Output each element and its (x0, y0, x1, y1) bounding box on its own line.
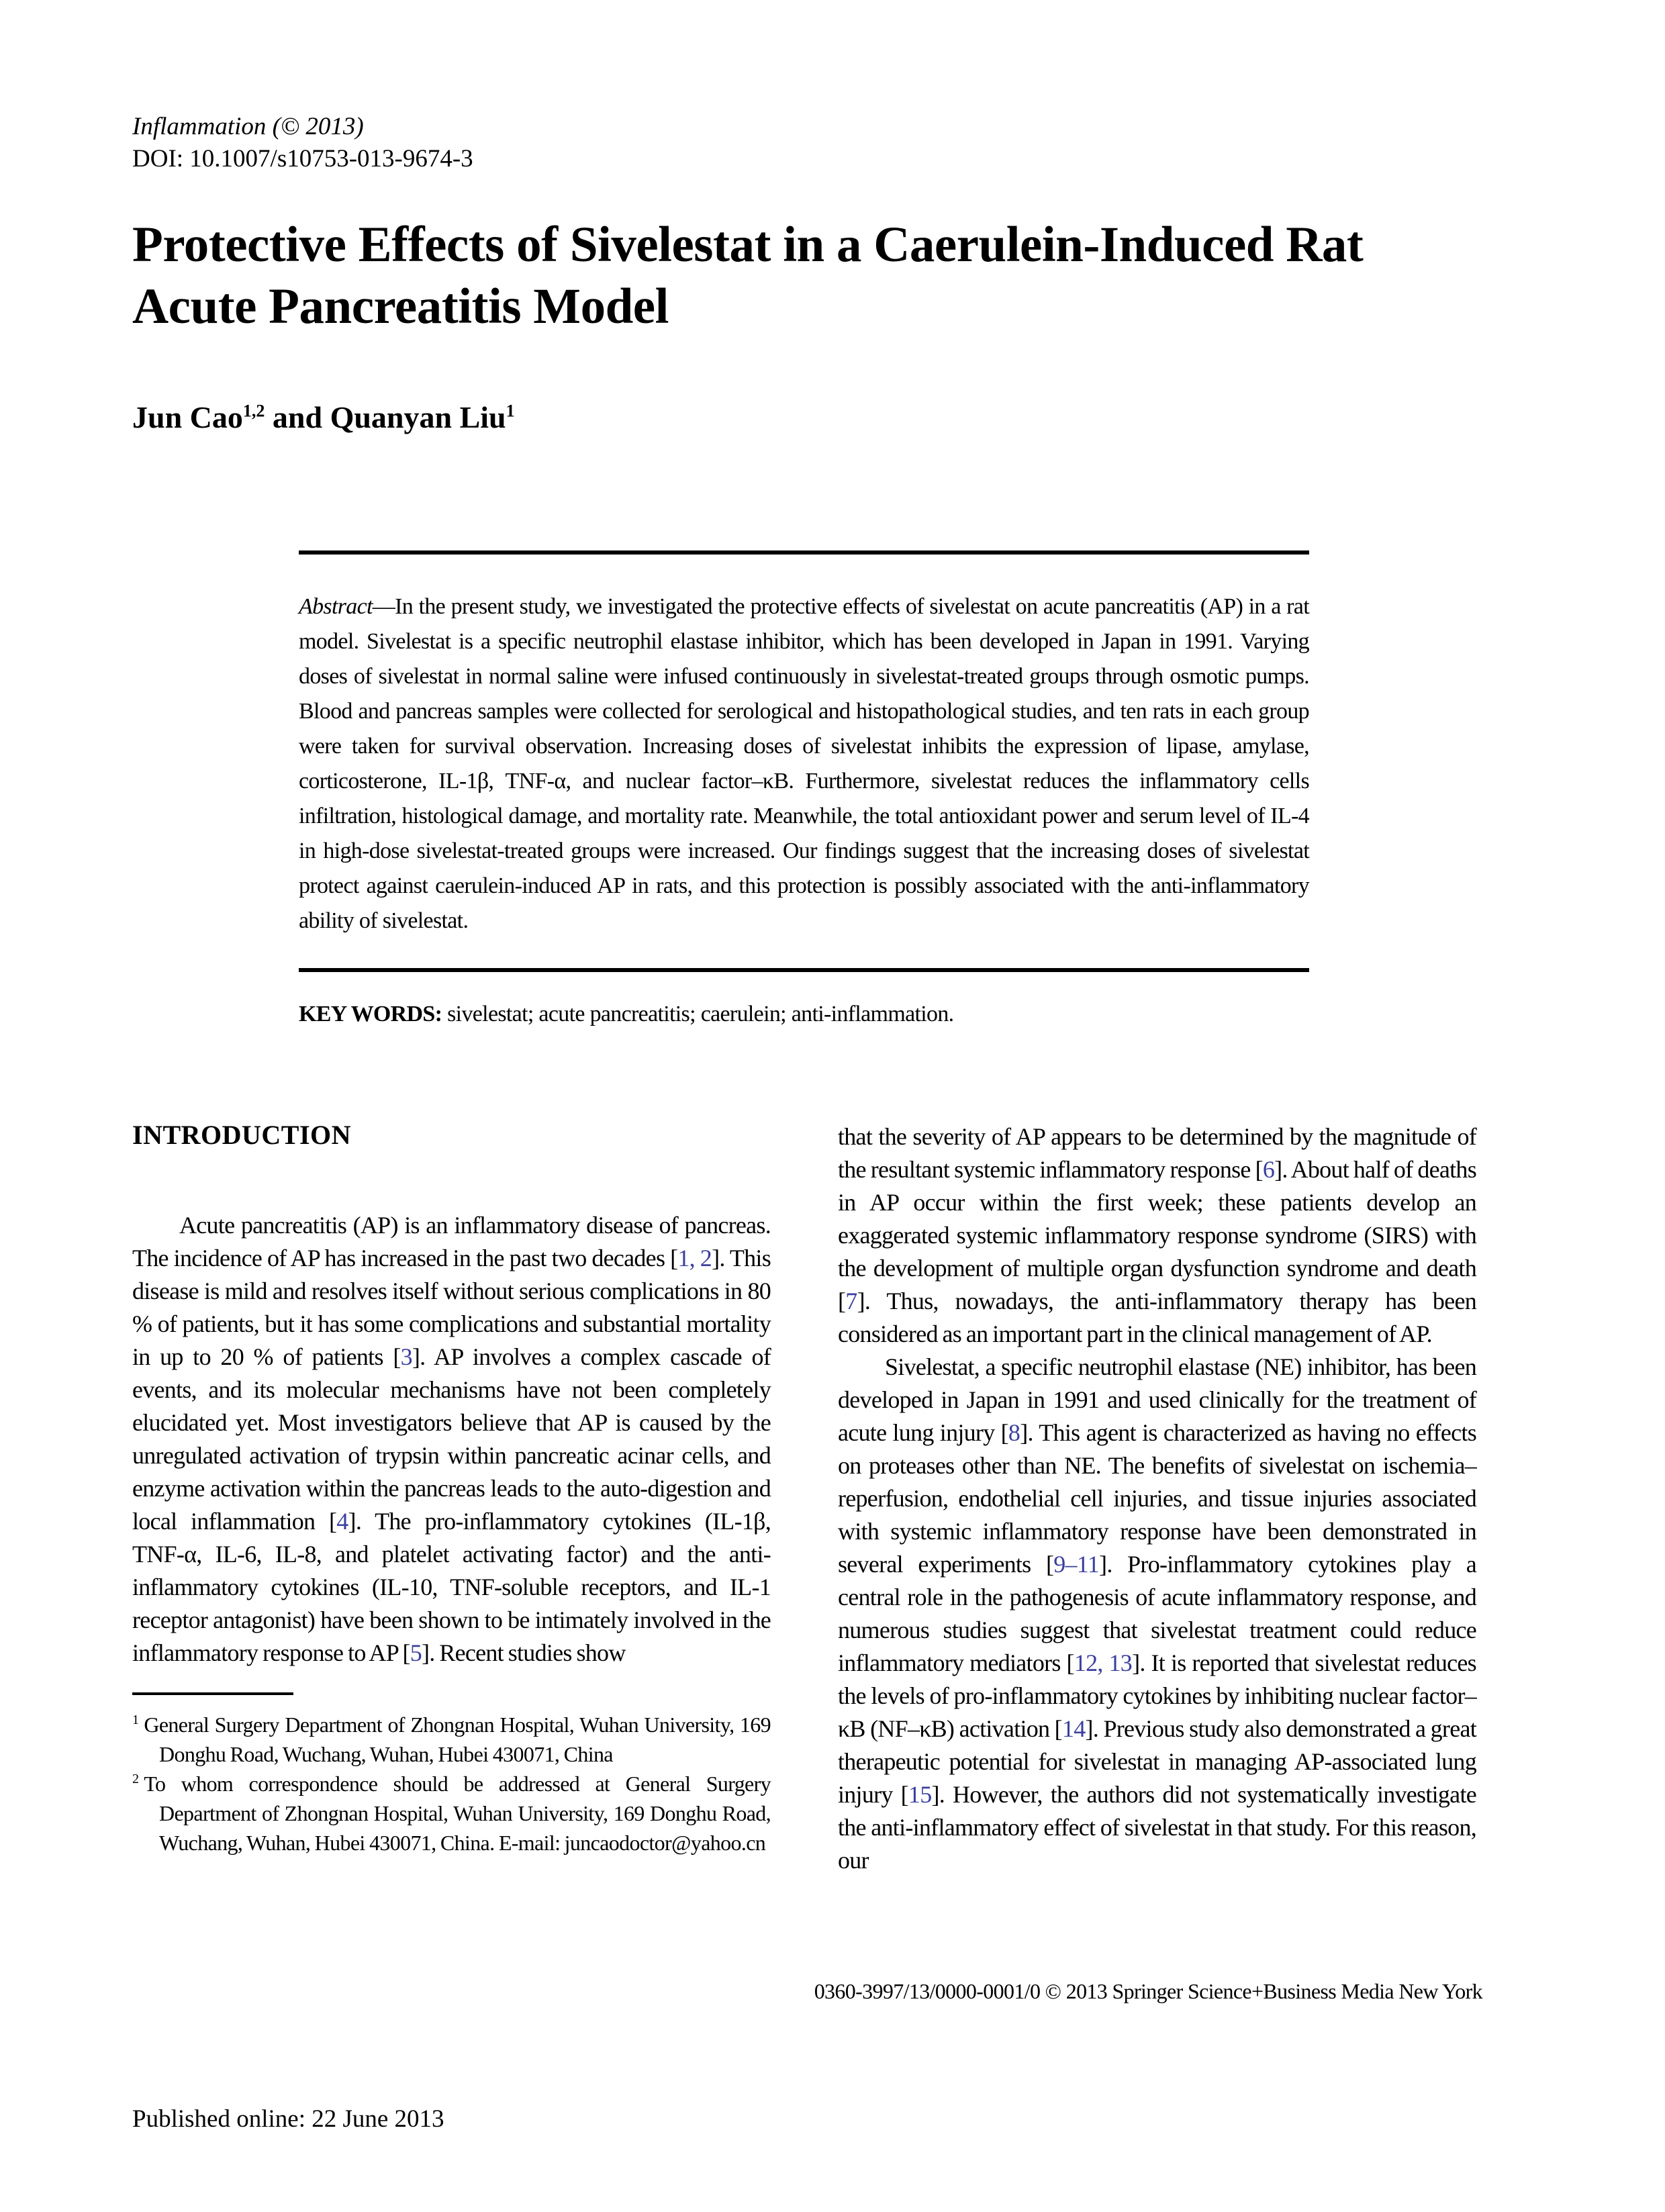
citation-link[interactable]: 8 (1008, 1419, 1020, 1446)
page-content (132, 111, 1477, 1877)
abstract-ruled-box (299, 550, 1309, 972)
citation-link[interactable]: 6 (1262, 1156, 1275, 1183)
citation-link[interactable]: 3 (400, 1343, 412, 1370)
authors-line (132, 399, 1477, 435)
footnote-marker-1: 1 (132, 1713, 139, 1728)
body-paragraph-continuation: that the severity of AP appears to be determined by the magnitude of the resultant systemic inflammatory response [6]. About half of deaths in AP occur within the first week; these patients develop an exaggerated systemic inflammatory response syndrome (SIRS) with the development of multiple organ dysfunction syndrome and death [7]. Thus, nowadays, the anti-inflammatory therapy has been considered as an important part in the clinical management of AP. (838, 1123, 1477, 1347)
abstract-dash: — (372, 594, 395, 619)
citation-link[interactable]: 12, 13 (1074, 1649, 1133, 1676)
introduction-paragraph: Acute pancreatitis (AP) is an inflammatory disease of pancreas. The incidence of AP has increased in the past two decades [1, 2]. This disease is mild and resolves itself without serious complications in 80 % of patients, but it has some complications and substantial mortality in up to 20 % of patients [3]. AP involves a complex cascade of events, and its molecular mechanisms have not been completely elucidated yet. Most investigators believe that AP is caused by the unregulated activation of trypsin within pancreatic acinar cells, and enzyme activation within the pancreas leads to the auto-digestion and local inflammation [4]. The pro-inflammatory cytokines (IL-1β, TNF-α, IL-6, IL-8, and platelet activating factor) and the anti-inflammatory cytokines (IL-10, TNF-soluble receptors, and IL-1 receptor antagonist) have been shown to be intimately involved in the inflammatory response to AP [5]. Recent studies show (132, 1212, 771, 1666)
abstract-section (299, 550, 1309, 1030)
abstract-paragraph (299, 589, 1309, 939)
keywords-line (299, 999, 1309, 1030)
footnote-divider (132, 1692, 293, 1695)
keywords-text: sivelestat; acute pancreatitis; caerulein; anti-inflammation. (447, 1002, 954, 1026)
published-online-date: Published online: 22 June 2013 (132, 2105, 444, 2133)
authors-separator: and (265, 400, 330, 434)
citation-link[interactable]: 4 (336, 1508, 348, 1535)
author-affiliation-superscript-1: 1,2 (242, 401, 265, 421)
issn-copyright-line: 0360-3997/13/0000-0001/0 © 2013 Springer Science+Business Media New York (814, 1979, 1482, 2003)
body-paragraph-sivelestat: Sivelestat, a specific neutrophil elastase (NE) inhibitor, has been developed in Japan in 1991 and used clinically for the treatment of acute lung injury [8]. This agent is characterized as having no effects on proteases other than NE. The benefits of sivelestat on ischemia–reperfusion, endothelial cell injuries, and tissue injuries associated with systemic inflammatory response have been demonstrated in several experiments [9–11]. Pro-inflammatory cytokines play a central role in the pathogenesis of acute inflammatory response, and numerous studies suggest that sivelestat treatment could reduce inflammatory mediators [12, 13]. It is reported that sivelestat reduces the levels of pro-inflammatory cytokines by inhibiting nuclear factor–κB (NF–κB) activation [14]. Previous study also demonstrated a great therapeutic potential for sivelestat in managing AP-associated lung injury [15]. However, the authors did not systematically investigate the anti-inflammatory effect of sivelestat in that study. For this reason, our (838, 1353, 1476, 1874)
author-affiliation-superscript-2: 1 (506, 401, 515, 421)
author-name-1: Jun Cao (132, 400, 243, 434)
citation-link[interactable]: 5 (410, 1639, 422, 1666)
footnote-text-2: To whom correspondence should be addressed at General Surgery Department of Zhongnan Hospital, Wuhan University, 169 Donghu Road, Wuchang, Wuhan, Hubei 430071, China. E-mail: juncaodoctor@yahoo.cn (144, 1772, 771, 1855)
footnote-text-1: General Surgery Department of Zhongnan Hospital, Wuhan University, 169 Donghu Road, Wuchang, Wuhan, Hubei 430071, China (144, 1713, 771, 1766)
citation-link[interactable]: 1, 2 (677, 1245, 712, 1271)
footnote-marker-2: 2 (132, 1772, 139, 1787)
footnote-correspondence (132, 1769, 771, 1858)
right-column (838, 1120, 1476, 1877)
journal-name: Inflammation (© 2013) (132, 113, 364, 140)
citation-link[interactable]: 15 (908, 1781, 932, 1808)
left-column (132, 1120, 771, 1877)
footnote-affiliation (132, 1710, 771, 1769)
abstract-text: In the present study, we investigated the protective effects of sivelestat on acute pancreatitis (AP) in a rat model. Sivelestat is a specific neutrophil elastase inhibitor, which has been developed in Japan in 1991. Varying doses of sivelestat in normal saline were infused continuously in sivelestat-treated groups through osmotic pumps. Blood and pancreas samples were collected for serological and histopathological studies, and ten rats in each group were taken for survival observation. Increasing doses of sivelestat inhibits the expression of lipase, amylase, corticosterone, IL-1β, TNF-α, and nuclear factor–κB. Furthermore, sivelestat reduces the inflammatory cells infiltration, histological damage, and mortality rate. Meanwhile, the total antioxidant power and serum level of IL-4 in high-dose sivelestat-treated groups were increased. Our findings suggest that the increasing doses of sivelestat protect against caerulein-induced AP in rats, and this protection is possibly associated with the anti-inflammatory ability of sivelestat. (299, 594, 1309, 933)
doi: DOI: 10.1007/s10753-013-9674-3 (132, 145, 473, 173)
citation-link[interactable]: 9–11 (1053, 1551, 1100, 1578)
citation-link[interactable]: 7 (845, 1288, 857, 1314)
article-title: Protective Effects of Sivelestat in a Caerulein-Induced Rat Acute Pancreatitis Model (132, 217, 1364, 334)
section-heading-introduction: INTRODUCTION (132, 1120, 352, 1150)
two-column-body (132, 1120, 1477, 1877)
keywords-label: KEY WORDS: (299, 1002, 442, 1026)
abstract-label: Abstract (299, 594, 373, 619)
citation-link[interactable]: 14 (1061, 1715, 1086, 1742)
author-name-2: Quanyan Liu (330, 400, 506, 434)
